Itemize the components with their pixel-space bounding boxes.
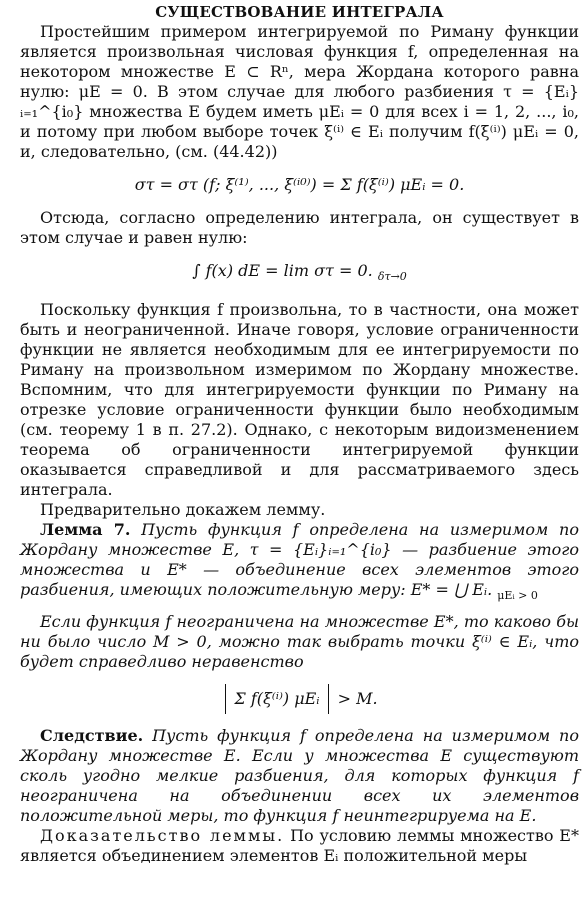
formula-inequality (20, 684, 579, 714)
proof-label: Доказательство леммы. (40, 826, 285, 845)
lemma-text-2: Если функция f неограничена на множестве E*, то каково бы ни было число M > 0, можно так выбрать точки ξ⁽ⁱ⁾ ∈ Eᵢ, что будет справедливо неравенство (20, 612, 579, 671)
page-title: СУЩЕСТВОВАНИЕ ИНТЕГРАЛА (155, 3, 444, 21)
formula-integral-text: ∫ f(x) dE = lim στ = 0. (192, 261, 373, 280)
lemma-text: Пусть функция f определена на измеримом по Жордану множестве E, τ = {Eᵢ}ᵢ₌₁^{i₀} — разбиение этого множества и E* — объединение всех элементов этого разбиения, имеющих положительную меру: E* = ⋃ Eᵢ. (20, 520, 579, 599)
formula-sigma (20, 174, 579, 196)
formula-inequality-abs (225, 684, 328, 714)
formula-inequality-sum: Σ f(ξ⁽ⁱ⁾) μEᵢ (234, 689, 320, 708)
formula-inequality-tail: > M. (337, 689, 378, 708)
formula-integral (20, 260, 579, 288)
lemma-label: Лемма 7. (40, 520, 131, 539)
paragraph-4: Предварительно докажем лемму. (40, 500, 326, 519)
paragraph-3: Поскольку функция f произвольна, то в частности, она может быть и неограниченной. Иначе говоря, условие ограниченности функции не является необходимым для ее интегрируемости по Риману на произвольном измеримом по Жордану множестве. Вспомним, что для интегрируемости функции по Риману на отрезке условие ограниченности функции было необходимым (см. теорему 1 в п. 27.2). Однако, с некоторым видоизменением теорема об ограниченности интегрируемой функции оказывается справедливой и для рассматриваемого здесь интеграла. (20, 300, 579, 499)
proof-text: По условию леммы множество E* является объединением элементов Eᵢ положительной меры (20, 826, 579, 865)
corollary-label: Следствие. (40, 726, 144, 745)
proof (20, 826, 579, 866)
lemma-union-sub: μEᵢ > 0 (497, 589, 538, 602)
paragraph-2: Отсюда, согласно определению интеграла, он существует в этом случае и равен нулю: (20, 208, 579, 247)
paragraph-1: Простейшим примером интегрируемой по Риману функции является произвольная числовая функция f, определенная на некотором множестве E ⊂ Rⁿ, мера Жордана которого равна нулю: μE = 0. В этом случае для любого разбиения τ = {Eᵢ}ᵢ₌₁^{i₀} множества E будем иметь μEᵢ = 0 для всех i = 1, 2, ..., i₀, и потому при любом выборе точек ξ⁽ⁱ⁾ ∈ Eᵢ получим f(ξ⁽ⁱ⁾) μEᵢ = 0, и, следовательно, (см. (44.42)) (20, 22, 579, 161)
formula-integral-lim-sub: δτ→0 (377, 270, 407, 283)
formula-sigma-text: στ = στ (f; ξ⁽¹⁾, ..., ξ⁽ⁱ⁰⁾) = Σ f(ξ⁽ⁱ⁾) μEᵢ = 0. (134, 175, 465, 194)
corollary-text: Пусть функция f определена на измеримом по Жордану множестве E. Если у множества E существуют сколь угодно мелкие разбиения, для которых функция f неограничена на объединении всех их элементов положительной меры, то функция f неинтегрируема на E. (20, 726, 579, 825)
corollary (20, 726, 579, 826)
lemma (20, 520, 579, 606)
